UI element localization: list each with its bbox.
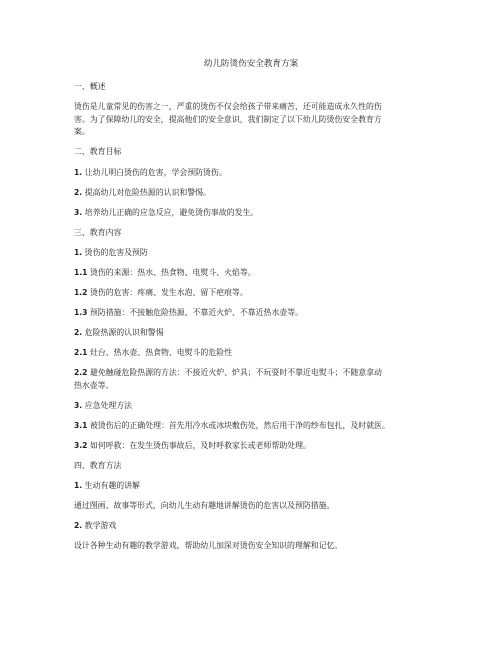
numbered-item [74, 367, 434, 379]
line-text: 四、教育方法 [74, 461, 122, 470]
numbered-item [74, 187, 434, 199]
numbered-item [74, 520, 434, 532]
paragraph-line [74, 114, 434, 126]
line-text: 避免触碰危险热源的方法：不接近火炉、炉具；不玩耍时不靠近电熨斗；不随意拿动 [87, 368, 382, 377]
numbered-item [74, 400, 434, 412]
numbered-item [74, 167, 434, 179]
item-number: 1.1 [74, 268, 88, 277]
item-number: 2. [74, 188, 83, 197]
line-text: 危险热源的认识和警惕 [82, 328, 164, 337]
line-text: 烫伤的来源：热水、热食物、电熨斗、火焰等。 [87, 268, 256, 277]
numbered-item [74, 327, 434, 339]
section-heading [74, 227, 434, 239]
line-text: 通过图画、故事等形式，向幼儿生动有趣地讲解烫伤的危害以及预防措施。 [74, 501, 335, 510]
item-number: 3.2 [74, 441, 88, 450]
item-number: 1. [74, 168, 83, 177]
item-number: 3. [74, 208, 83, 217]
paragraph-line [74, 540, 434, 552]
paragraph-line [74, 500, 434, 512]
item-number: 1.3 [74, 308, 88, 317]
numbered-item [74, 207, 434, 219]
line-text: 烫伤是儿童常见的伤害之一，严重的烫伤不仅会给孩子带来痛苦，还可能造成永久性的伤 [74, 102, 382, 111]
numbered-item [74, 440, 434, 452]
line-text: 害。为了保障幼儿的安全，提高他们的安全意识，我们制定了以下幼儿防烫伤安全教育方 [74, 115, 382, 124]
item-number: 3. [74, 401, 83, 410]
numbered-item [74, 287, 434, 299]
line-text: 一、概述 [74, 82, 106, 91]
item-number: 3.1 [74, 421, 88, 430]
line-text: 预防措施：不接触危险热源、不靠近火炉、不靠近热水壶等。 [87, 308, 304, 317]
line-text: 二、教育目标 [74, 147, 122, 156]
item-number: 2.2 [74, 368, 88, 377]
line-text: 被烫伤后的正确处理：首先用冷水或冰块敷伤处，然后用干净的纱布包扎，及时就医。 [87, 421, 390, 430]
item-number: 2.1 [74, 348, 88, 357]
section-heading [74, 146, 434, 158]
numbered-item [74, 247, 434, 259]
line-text: 生动有趣的讲解 [82, 481, 140, 490]
line-text: 烫伤的危害：疼痛、发生水泡、留下疤痕等。 [87, 288, 248, 297]
paragraph-line [74, 380, 434, 392]
numbered-item [74, 420, 434, 432]
line-text: 三、教育内容 [74, 228, 122, 237]
item-number: 1. [74, 481, 83, 490]
numbered-item [74, 307, 434, 319]
item-number: 2. [74, 328, 83, 337]
line-text: 热水壶等。 [74, 381, 114, 390]
paragraph-line [74, 101, 434, 113]
item-number: 2. [74, 521, 83, 530]
line-text: 灶台、热水壶、热食物、电熨斗的危险性 [87, 348, 232, 357]
paragraph-line [74, 126, 434, 138]
line-text: 培养幼儿正确的应急反应，避免烫伤事故的发生。 [82, 208, 259, 217]
line-text: 烫伤的危害及预防 [82, 248, 148, 257]
section-heading [74, 81, 434, 93]
line-text: 应急处理方法 [82, 401, 133, 410]
numbered-item [74, 347, 434, 359]
line-text: 教学游戏 [82, 521, 117, 530]
line-text: 案。 [74, 127, 90, 136]
section-heading [74, 460, 434, 472]
item-number: 1. [74, 248, 83, 257]
line-text: 设计各种生动有趣的教学游戏，帮助幼儿加深对烫伤安全知识的理解和记忆。 [74, 541, 343, 550]
numbered-item [74, 480, 434, 492]
line-text: 如何呼救：在发生烫伤事故后，及时呼救家长或老师帮助处理。 [87, 441, 311, 450]
numbered-item [74, 267, 434, 279]
item-number: 1.2 [74, 288, 88, 297]
line-text: 提高幼儿对危险热源的认识和警惕。 [82, 188, 211, 197]
line-text: 让幼儿明白烫伤的危害，学会预防烫伤。 [82, 168, 227, 177]
document-title: 幼儿防烫伤安全教育方案 [203, 59, 299, 69]
